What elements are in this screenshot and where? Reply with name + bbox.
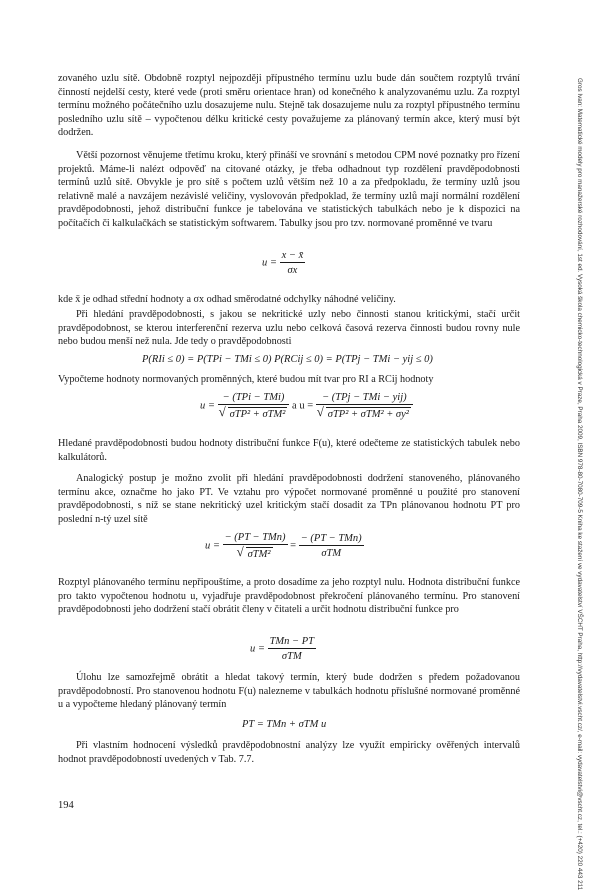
paragraph-5: Vypočteme hodnoty normovaných proměnných, které budou mít tvar pro RI a RCij hodnoty [58, 374, 434, 385]
paragraph-10: Při vlastním hodnocení výsledků pravděpodobnostní analýzy lze využít empiricky ověřených intervalů hodnot pravděpodobností uvedených v Tab. 7.7. [58, 740, 520, 765]
eq3-connector: a u = [292, 400, 314, 412]
eq3-lhs: u = [200, 400, 215, 412]
eq5-fraction [268, 636, 316, 662]
eq3-fraction-a [218, 392, 290, 420]
equation-reverse [250, 636, 316, 662]
paragraph-2: Větší pozornost věnujeme třetímu kroku, který přináší ve srovnání s metodou CPM nové poznatky pro řízení projektů. Máme-li nalézt odpověď na citované otázky, je třeba odhadnout typ rozdělení pravděpodobnosti termínů uzlů sítě. Obvykle je pro sítě s počtem uzlů větším než 10 a za předpokladu, že termíny uzlů jsou relativně malé a navzájem nezávislé veličiny, vyslovován předpoklad, že termíny uzlů mají normální rozdělení pravděpodobnosti, jehož distribuční funkce je tabelována ve statistických tabulkách nebo je k dispozici na počítačích či kalkulačkách se statistickým softwarem. Tabulky jsou pro tzv. normované proměnné ve tvaru [58, 150, 520, 229]
paragraph-4: Při hledání pravděpodobnosti, s jakou se nekritické uzly nebo činnosti stanou kritickými, stačí určit pravděpodobnost, se kterou interferenční rezerva uzlu nebo celková časová rezerva činnosti budou rovny nule nebo budou menší než nula. Jde tedy o pravděpodobnosti [58, 309, 520, 348]
eq4-denominator-b: σTM [321, 548, 342, 559]
paragraph-9: Úlohu lze samozřejmě obrátit a hledat takový termín, který bude dodržen s předem požadovanou pravděpodobností. Pro stanovenou hodnotu F(u) nalezneme v tabulkách hodnotu příslušné normované proměnné u a vypočteme hledaný plánovaný termín [58, 672, 520, 711]
equation-planned-term [205, 532, 364, 560]
eq5-numerator: TMn − PT [269, 636, 315, 647]
paragraph-7: Analogický postup je možno zvolit při hledání pravděpodobnosti dodržení stanoveného, plánovaného termínu akce, označme ho jako PT. Ve vztahu pro výpočet normované proměnné u použité pro stanovení pravděpodobnosti, s níž se stane nekritický uzel kritickým stačí dosadit za TPn plánovanou hodnotu PT pro poslední n-tý uzel sítě [58, 473, 520, 525]
eq1-fraction [280, 250, 306, 276]
eq5-lhs: u = [250, 643, 265, 655]
equation-normalized-variable [262, 250, 305, 276]
paragraph-8: Rozptyl plánovaného termínu nepřipouštíme, a proto dosadíme za jeho rozptyl nulu. Hodnota distribuční funkce pro takto vypočtenou hodnotu u, vyjadřuje pravděpodobnost překročení plánovaného termínu. Pro stanovení pravděpodobnosti jeho dodržení stačí obrátit členy v čitateli a určit hodnotu distribuční funkce pro [58, 577, 520, 616]
eq3-fraction-b [316, 392, 413, 420]
eq3-numerator-b: − (TPj − TMi − yij) [316, 392, 413, 405]
eq4-numerator-a: − (PT − TMn) [224, 532, 286, 543]
eq4-equals: = [290, 540, 297, 552]
eq4-lhs: u = [205, 540, 220, 552]
eq4-denominator-a: √ σTM² [246, 547, 273, 560]
eq1-lhs: u = [262, 257, 277, 269]
side-note-text: Gros Ivan: Matematické modely pro manažerské rozhodování, 1st ed. Vysoká škola chemicko-technologická v Praze, Praha 2009, ISBN 978-80-7080-709-5 Kniha ke stažení ve vydavatelství VŠCHT Praha, http://vydavatelstvi.vscht.cz/, e-mail: vydavatelstvi@vscht.cz, tel.: (+420) 220 443 211 [576, 78, 583, 890]
eq1-numerator: x − x̄ [281, 250, 304, 261]
eq3-denominator-a: √ σTP² + σTM² [228, 407, 288, 420]
eq3-denominator-b: √ σTP² + σTM² + σy² [326, 407, 411, 420]
equation-probabilities: P(RIi ≤ 0) = P(TPi − TMi ≤ 0) P(RCij ≤ 0) = P(TPj − TMi − yij ≤ 0) [142, 354, 433, 365]
eq4-numerator-b: − (PT − TMn) [300, 533, 362, 544]
equation-normalized-values [200, 392, 413, 420]
eq4-fraction-a [223, 532, 288, 560]
eq5-denominator: σTM [281, 651, 302, 662]
equation-planned-term-result: PT = TMn + σTM u [242, 719, 327, 730]
eq1-denominator: σx [287, 265, 298, 276]
side-note [565, 78, 583, 890]
paragraph-1: zovaného uzlu sítě. Obdobně rozptyl nejpozději přípustného termínu uzlu bude dán součtem rozptylů trvání činností nejdelší cesty, které vede (proti směru orientace hran) od konečného k analyzovanému uzlu. Za rozptyl termínu možného počátečního uzlu dosazujeme nulu. Stejně tak dosazujeme nulu za rozptyl přípustného termínu posledního uzlu sítě – vypočtenou délku kritické cesty považujeme za plánovaný termín akce, který musí být dodržen. [58, 73, 520, 139]
eq4-fraction-b [299, 533, 364, 559]
eq3-numerator-a: − (TPi − TMi) [218, 392, 290, 405]
paragraph-3: kde x̄ je odhad střední hodnoty a σx odhad směrodatné odchylky náhodné veličiny. [58, 294, 396, 305]
paragraph-6: Hledané pravděpodobnosti budou hodnoty distribuční funkce F(u), které odečteme ze statistických tabulek nebo kalkulátorů. [58, 438, 520, 463]
page-number: 194 [58, 800, 74, 811]
